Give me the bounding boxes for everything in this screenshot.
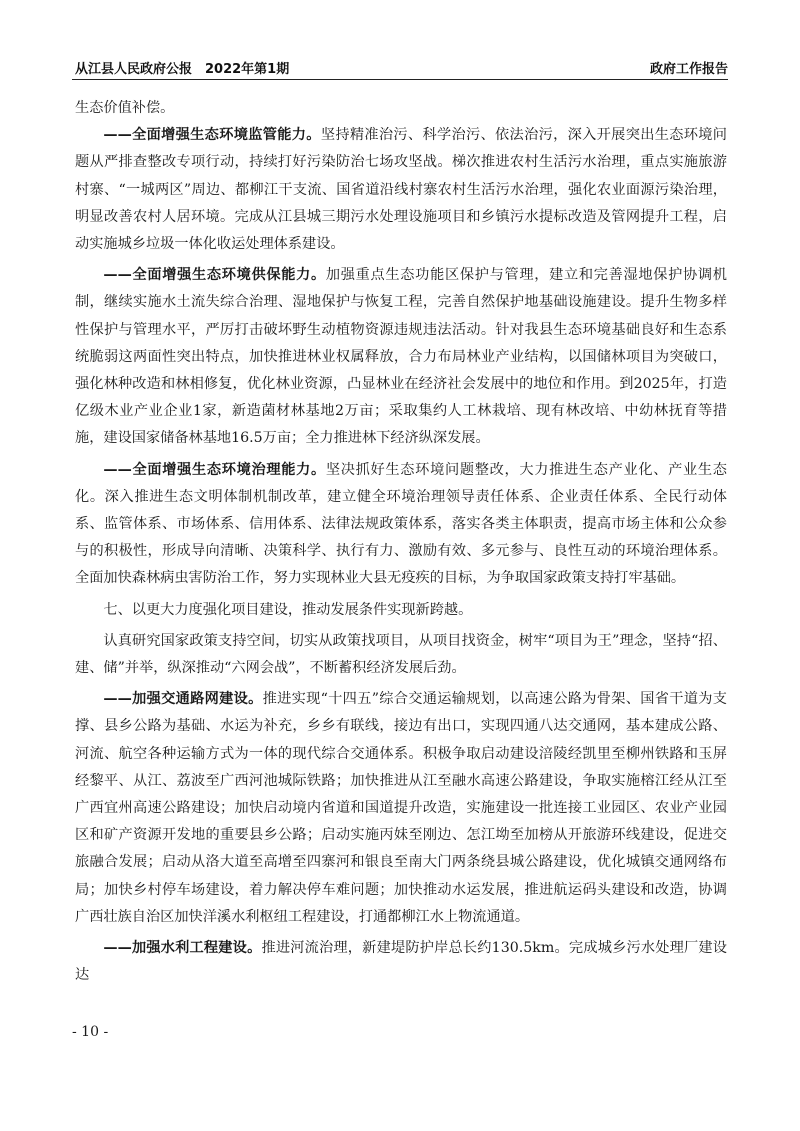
header-section-title: 政府工作报告: [649, 62, 728, 77]
paragraph-text: 坚决抓好生态环境问题整改，大力推进生态产业化、产业生态化。深入推进生态文明体制机制改革，建立健全环境治理领导责任体系、企业责任体系、全民行动体系、监管体系、市场体系、信用体系、法律法规政策体系，落实各类主体职责，提高市场主体和公众参与的积极性，形成导向清晰、决策科学、执行有力、激励有效、多元参与、良性互动的环境治理体系。全面加快森林病虫害防治工作，努力实现林业大县无疫疾的目标，为争取国家政策支持打牢基础。: [75, 461, 727, 587]
paragraph-continuation: [75, 95, 727, 122]
paragraph-text: 生态价值补偿。: [75, 100, 175, 116]
paragraph-text: 推进河流治理，新建堤防护岸总长约130.5km。完成城乡污水处理厂建设达: [75, 940, 727, 984]
paragraph-text: 加强重点生态功能区保护与管理，建立和完善湿地保护协调机制，继续实施水土流失综合治理、湿地保护与恢复工程，完善自然保护地基础设施建设。提升生物多样性保护与管理水平，严厉打击破坏野生动植物资源违规违法活动。针对我县生态环境基础良好和生态系统脆弱这两面性突出特点，加快推进林业权属释放，合力布局林业产业结构，以国储林项目为突破口，强化林种改造和林相修复，优化林业资源，凸显林业在经济社会发展中的地位和作用。到2025年，打造亿级木业产业企业1家，新造菌材林基地2万亩；采取集约人工林栽培、现有林改培、中幼林抚育等措施，建设国家储备林基地16.5万亩；全力推进林下经济纵深发展。: [75, 267, 727, 447]
paragraph-supply: [75, 262, 727, 452]
paragraph-lead: ——全面增强生态环境治理能力。: [103, 461, 326, 478]
document-body: [75, 95, 727, 990]
paragraph-text: 七、以更大力度强化项目建设，推动发展条件实现新跨越。: [103, 601, 473, 618]
section-heading: [75, 597, 727, 624]
paragraph-transport: [75, 686, 727, 931]
paragraph-text: 坚持精准治污、科学治污、依法治污，深入开展突出生态环境问题从严排查整改专项行动，持续打好污染防治七场攻坚战。梯次推进农村生活污水治理，重点实施旅游村寨、“一城两区”周边、都柳江干支流、国省道沿线村寨农村生活污水治理，强化农业面源污染治理，明显改善农村人居环境。完成从江县城三期污水处理设施项目和乡镇污水提标改造及管网提升工程，启动实施城乡垃圾一体化收运处理体系建设。: [75, 127, 727, 253]
paragraph-text: 推进实现“十四五”综合交通运输规划，以高速公路为骨架、国省干道为支撑、县乡公路为基础、水运为补充，乡乡有联线，接边有出口，实现四通八达交通网，基本建成公路、河流、航空各种运输方式为一体的现代综合交通体系。积极争取启动建设涪陵经凯里至柳州铁路和玉屏经黎平、从江、荔波至广西河池城际铁路；加快推进从江至融水高速公路建设，争取实施榕江经从江至广西宜州高速公路建设；加快启动境内省道和国道提升改造，实施建设一批连接工业园区、农业产业园区和矿产资源开发地的重要县乡公路；启动实施丙妹至刚边、怎江坳至加榜从开旅游环线建设，促进交旅融合发展；启动从洛大道至高增至四寨河和银良至南大门两条绕县城公路建设，优化城镇交通网络布局；加快乡村停车场建设，着力解决停车难问题；加快推动水运发展，推进航运码头建设和改造，协调广西壮族自治区加快洋溪水利枢纽工程建设，打通都柳江水上物流通道。: [75, 691, 727, 925]
header-publication-title: 从江县人民政府公报 2022年第1期: [75, 62, 290, 77]
paragraph-lead: ——加强交通路网建设。: [103, 691, 263, 708]
paragraph-lead: ——加强水利工程建设。: [103, 940, 262, 957]
paragraph-lead: ——全面增强生态环境供保能力。: [103, 267, 326, 284]
paragraph-water: [75, 935, 727, 989]
paragraph-project-intro: [75, 628, 727, 682]
paragraph-text: 认真研究国家政策支持空间，切实从政策找项目，从项目找资金，树牢“项目为王”理念，坚持“招、建、储”并举，纵深推动“六网会战”，不断蓄积经济发展后劲。: [75, 632, 727, 677]
paragraph-governance: [75, 457, 727, 593]
page-number: - 10 -: [72, 1024, 109, 1040]
header-rule: [72, 79, 728, 80]
paragraph-lead: ——全面增强生态环境监管能力。: [103, 127, 321, 144]
paragraph-supervision: [75, 122, 727, 258]
page-header: [75, 58, 728, 78]
